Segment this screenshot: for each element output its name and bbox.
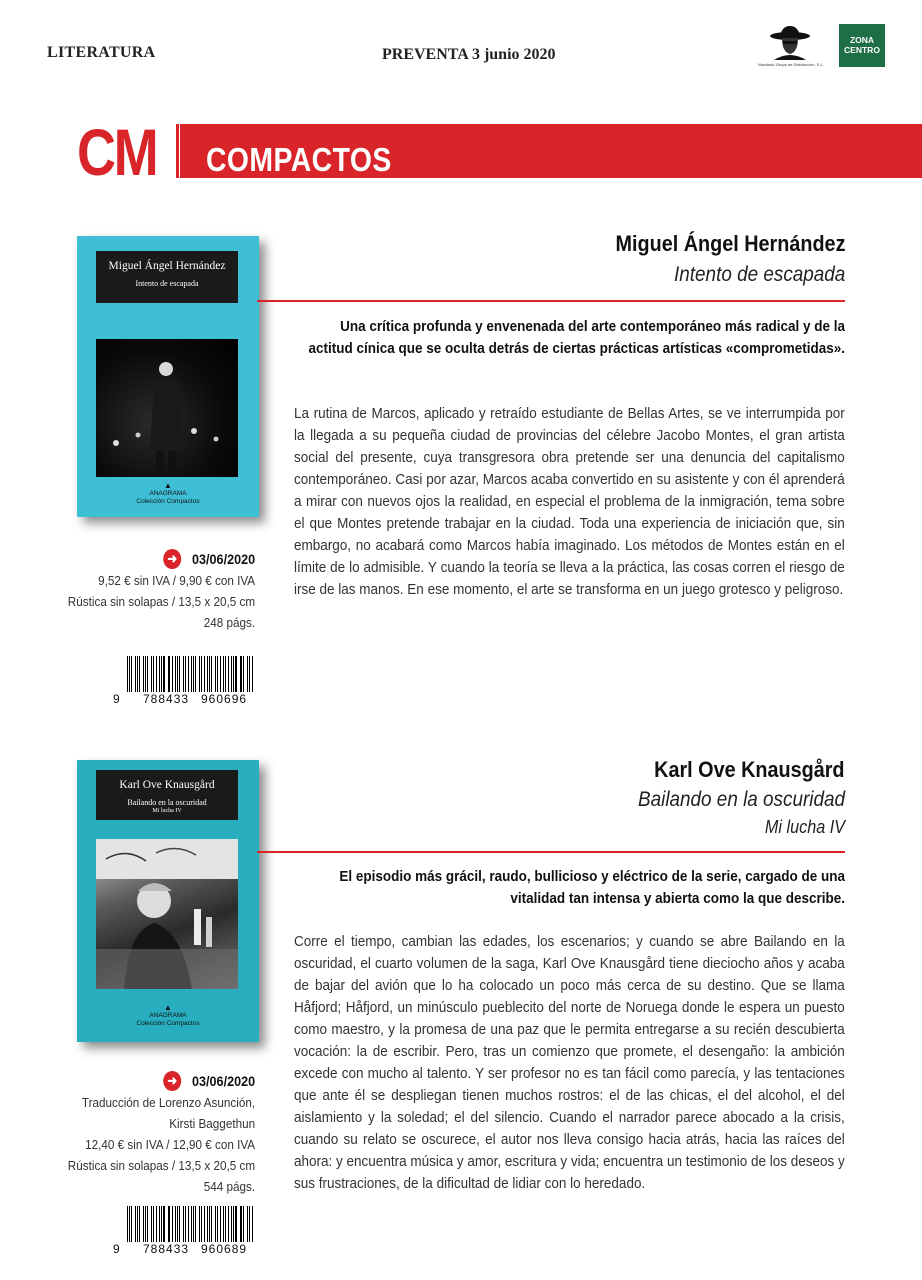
zona-centro-logo	[839, 24, 885, 67]
barcode-bar	[235, 656, 236, 692]
translation: Traducción de Lorenzo Asunción,	[81, 1094, 255, 1110]
publisher-mark-icon: ▲	[164, 1003, 172, 1012]
barcode-bar	[127, 656, 128, 692]
release-date: 03/06/2020	[191, 1072, 255, 1089]
presale-date: PREVENTA 3 junio 2020	[382, 46, 556, 63]
cover-subtitle: Mi lucha IV	[152, 808, 182, 814]
title-rule	[257, 300, 845, 302]
barcode: 9 788433 960689	[113, 1206, 255, 1258]
arrow-right-icon: ➜	[163, 549, 181, 569]
publisher-mark-icon: ▲	[164, 481, 172, 490]
section-label: LITERATURA	[47, 44, 156, 61]
cover-collection: Colección Compactos	[136, 1020, 200, 1027]
title-rule	[257, 851, 845, 853]
barcode-bar	[172, 656, 173, 692]
book-title: Bailando en la oscuridad	[638, 788, 845, 811]
barcode-bar	[204, 1206, 205, 1242]
barcode-bar	[139, 656, 140, 692]
barcode-bar	[159, 656, 160, 692]
price: 9,52 € sin IVA / 9,90 € con IVA	[98, 572, 255, 588]
distributor-caption: Machado Grupo de Distribución, S.L.	[758, 62, 824, 67]
cover-photo	[96, 339, 238, 477]
barcode-bar	[163, 1206, 164, 1242]
book-synopsis: La rutina de Marcos, aplicado y retraído estudiante de Bellas Artes, se ve interrumpida por la llegada a su pequeña ciudad de provincias del célebre Jacobo Montes, el gran artista social del presente, cuya transgresora obra pretende ser una denuncia del capitalismo contemporáneo. Casi por azar, Marcos acaba convertido en su asistente y con él aprenderá a mirar con nuevos ojos la realidad, en especial el problema de la inmigración, tema sobre el que Montes pretende trabajar en la ciudad. Toda una experiencia de iniciación que, sin embargo, no acabará como Marcos había imaginado. Los métodos de Montes están en el límite de lo admisible. Y cuando la teoría se lleva a la práctica, las cosas corren el riesgo de irse de las manos. En ese momento, el arte se transforma en un juego grotesco y peligroso.	[294, 405, 845, 598]
barcode-bar	[135, 1206, 136, 1242]
cover-publisher-name: ANAGRAMA	[149, 1012, 187, 1019]
book-series: Mi lucha IV	[764, 817, 845, 837]
cover-publisher-name: ANAGRAMA	[149, 490, 187, 497]
format: Rústica sin solapas / 13,5 x 20,5 cm	[67, 593, 255, 609]
barcode-bar	[191, 1206, 192, 1242]
release-date-row	[163, 549, 255, 570]
barcode-bar	[204, 656, 205, 692]
barcode: 9 788433 960696	[113, 656, 255, 708]
barcode-bar	[217, 656, 218, 692]
pages: 248 págs.	[203, 614, 255, 630]
barcode-bar	[249, 656, 250, 692]
barcode-bar	[179, 656, 180, 692]
price: 12,40 € sin IVA / 12,90 € con IVA	[85, 1136, 255, 1152]
book-cover[interactable]	[77, 760, 259, 1042]
barcode-bar	[225, 1206, 226, 1242]
book-title: Intento de escapada	[673, 263, 845, 286]
barcode-bar	[228, 656, 229, 692]
barcode-bar	[183, 1206, 184, 1242]
section-title: COMPACTOS	[206, 141, 392, 178]
barcode-bar	[225, 656, 226, 692]
barcode-bar	[147, 656, 148, 692]
barcode-bar	[211, 1206, 212, 1242]
book-cover[interactable]	[77, 236, 259, 517]
barcode-bar	[151, 1206, 152, 1242]
barcode-bar	[172, 1206, 173, 1242]
book-lead: El episodio más grácil, raudo, bullicioso y eléctrico de la serie, cargado de una vitalidad tan intensa y abierta como la que describe.	[339, 868, 845, 907]
book-info	[68, 548, 255, 633]
release-date: 03/06/2020	[191, 550, 255, 567]
barcode-bar	[211, 656, 212, 692]
arrow-right-icon: ➜	[163, 1071, 181, 1091]
release-date-row	[163, 1071, 255, 1092]
cover-title: Intento de escapada	[135, 279, 199, 288]
barcode-bar	[199, 656, 200, 692]
cover-collection: Colección Compactos	[136, 498, 200, 505]
barcode-bar	[217, 1206, 218, 1242]
book-author: Karl Ove Knausgård	[654, 757, 845, 782]
cover-author: Miguel Ángel Hernández	[108, 260, 226, 272]
barcode-bar	[228, 1206, 229, 1242]
cover-title-box	[96, 770, 238, 820]
barcode-bar	[139, 1206, 140, 1242]
pages: 544 págs.	[203, 1178, 255, 1194]
barcode-bars	[127, 656, 255, 692]
translation-2: Kirsti Baggethun	[169, 1115, 255, 1131]
banner-divider	[176, 124, 179, 178]
hat-man-icon	[752, 24, 830, 62]
barcode-bars	[127, 1206, 255, 1242]
barcode-bar	[151, 656, 152, 692]
cover-title-box	[96, 251, 238, 303]
cover-title: Bailando en la oscuridad	[127, 798, 207, 807]
barcode-bar	[183, 656, 184, 692]
barcode-bar	[249, 1206, 250, 1242]
book-synopsis: Corre el tiempo, cambian las edades, los escenarios; y cuando se abre Bailando en la oscuridad, el cuarto volumen de la saga, Karl Ove Knausgård tiene dieciocho años y acaba de bajar del avión que lo ha colocado un poco más cerca de su destino. Que se llama Håfjord; Håfjord, un minúsculo pueblecito del norte de Noruega donde le espera un puesto como maestro, y la promesa de una paz que le permita entregarse a su recién descubierta vocación: la de escribir. Pero, tras un comienzo que promete, el desengaño: la ambición excede con mucho al talento. Y ser profesor no es tan fácil como parecía, y las tentaciones que ante él se despliegan tienen muchos rostros: el de las chicas, el del alcohol, el del aislamiento y la soledad; el del silencio. Cuando el narrador parece abocado a la crisis, cuando su relato se oscurece, el autor nos lleva consigo hacia atrás, hacia las raíces del ahora: y encuentra música y amor, escritura y vida; encuentra un testimonio de los deseos y sus frustraciones, de la dificultad de lidiar con lo heredado.	[294, 933, 845, 1192]
barcode-bar	[127, 1206, 128, 1242]
barcode-bar	[243, 1206, 244, 1242]
book-author: Miguel Ángel Hernández	[615, 231, 845, 256]
book-info	[68, 1070, 255, 1197]
book-lead: Una crítica profunda y envenenada del arte contemporáneo más radical y de la actitud cínica que se oculta detrás de ciertas prácticas artísticas «comprometidas».	[308, 318, 845, 357]
collection-logo: CM	[77, 115, 157, 189]
barcode-bar	[235, 1206, 236, 1242]
zona-line-2: CENTRO	[844, 45, 880, 55]
barcode-bar	[147, 1206, 148, 1242]
format: Rústica sin solapas / 13,5 x 20,5 cm	[67, 1157, 255, 1173]
cover-author: Karl Ove Knausgård	[119, 779, 215, 791]
distributor-logo	[752, 24, 830, 70]
cover-publisher	[77, 482, 259, 506]
barcode-bar	[135, 656, 136, 692]
barcode-bar	[179, 1206, 180, 1242]
zona-line-1: ZONA	[849, 35, 875, 45]
barcode-bar	[159, 1206, 160, 1242]
cover-photo	[96, 839, 238, 989]
barcode-bar	[163, 656, 164, 692]
cover-publisher	[77, 1004, 259, 1028]
barcode-bar	[243, 656, 244, 692]
barcode-bar	[191, 656, 192, 692]
barcode-bar	[199, 1206, 200, 1242]
